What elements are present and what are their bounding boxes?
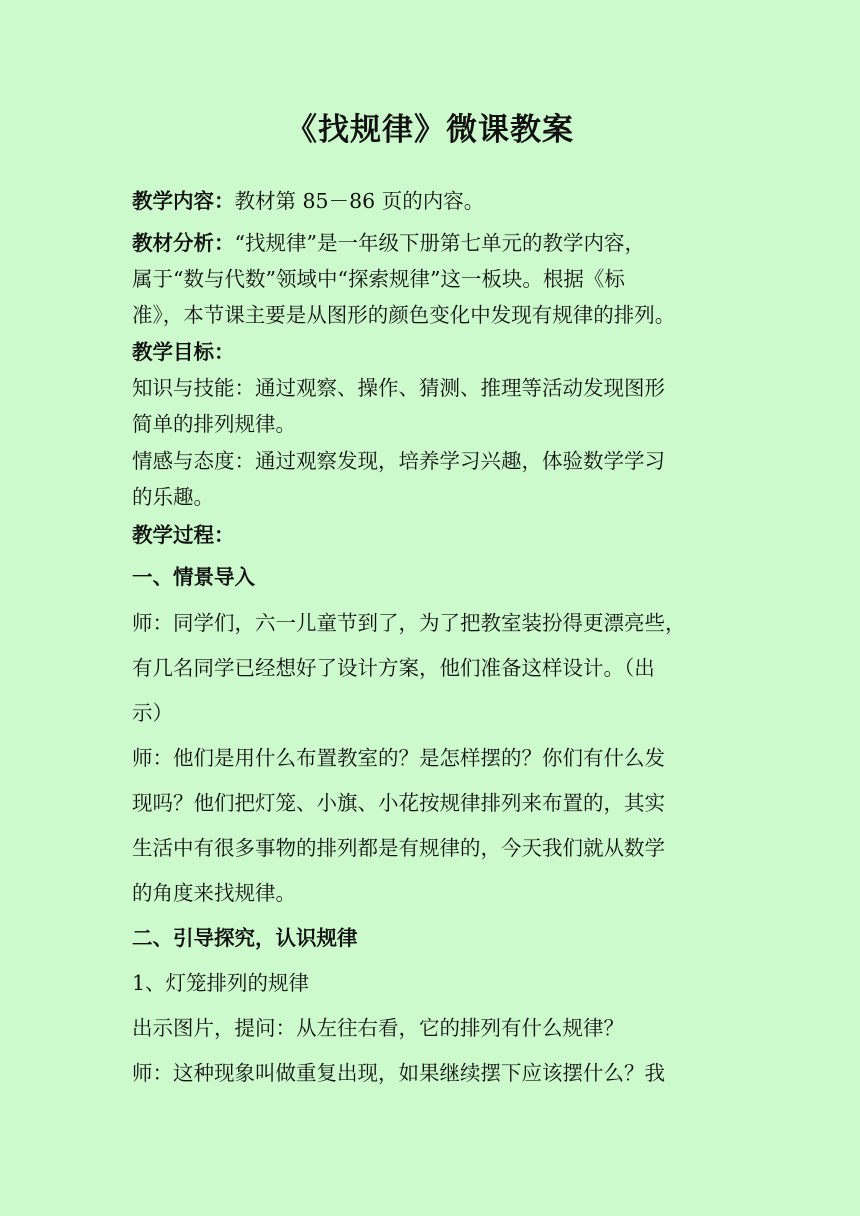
- content-line: [132, 447, 665, 475]
- content-line: [132, 789, 665, 817]
- line-text: 的角度来找规律。: [132, 881, 296, 905]
- document-title: 《找规律》微课教案: [286, 112, 574, 148]
- content-line: [132, 410, 296, 438]
- line-text: 生活中有很多事物的排列都是有规律的，今天我们就从数学: [132, 836, 665, 860]
- content-line: [132, 609, 686, 637]
- line-text: 出示图片，提问：从左往右看，它的排列有什么规律？: [132, 1016, 624, 1040]
- content-line: [132, 654, 655, 682]
- content-line: [132, 1059, 665, 1087]
- content-line: [132, 483, 214, 511]
- process-heading: [132, 521, 235, 549]
- content-line: [132, 834, 665, 862]
- section-label: 教学过程：: [132, 523, 235, 547]
- line-text: 情感与态度：通过观察发现，培养学习兴趣，体验数学学习: [132, 449, 665, 473]
- objectives-heading: [132, 338, 235, 366]
- content-line: [132, 969, 309, 997]
- content-line: [132, 374, 665, 402]
- section-label: 教学目标：: [132, 340, 235, 364]
- line-text: 师：他们是用什么布置教室的？是怎样摆的？你们有什么发: [132, 746, 665, 770]
- line-text: 1、灯笼排列的规律: [132, 971, 310, 995]
- material-analysis-line: [132, 229, 645, 257]
- line-text: 师：这种现象叫做重复出现，如果继续摆下应该摆什么？我: [132, 1061, 665, 1085]
- line-text: 简单的排列规律。: [132, 412, 296, 436]
- section-label: 教学内容：: [132, 189, 235, 213]
- content-line: [132, 265, 625, 293]
- section-label: 二、引导探究，认识规律: [132, 926, 358, 950]
- content-line: [132, 699, 173, 727]
- line-text: 的乐趣。: [132, 485, 214, 509]
- content-line: [132, 879, 296, 907]
- line-text: 属于“数与代数”领域中“探索规律”这一板块。根据《标: [132, 267, 625, 291]
- line-text: 准》，本节课主要是从图形的颜色变化中发现有规律的排列。: [132, 303, 676, 327]
- line-text: 知识与技能：通过观察、操作、猜测、推理等活动发现图形: [132, 376, 665, 400]
- section-one-heading: [132, 563, 255, 591]
- section-label: 教材分析：: [132, 231, 235, 255]
- section-label: 一、情景导入: [132, 565, 255, 589]
- content-line: [132, 187, 484, 215]
- content-line: [132, 744, 665, 772]
- line-text: 师：同学们，六一儿童节到了，为了把教室装扮得更漂亮些，: [132, 611, 686, 635]
- line-text: “找规律”是一年级下册第七单元的教学内容，: [234, 231, 645, 255]
- line-text: 示）: [132, 701, 173, 725]
- line-text: 有几名同学已经想好了设计方案，他们准备这样设计。（出: [132, 656, 655, 680]
- content-line: [132, 301, 675, 329]
- line-text: 现吗？他们把灯笼、小旗、小花按规律排列来布置的，其实: [132, 791, 665, 815]
- content-line: [132, 1014, 624, 1042]
- line-text: 教材第 85－86 页的内容。: [234, 189, 485, 213]
- section-two-heading: [132, 924, 358, 952]
